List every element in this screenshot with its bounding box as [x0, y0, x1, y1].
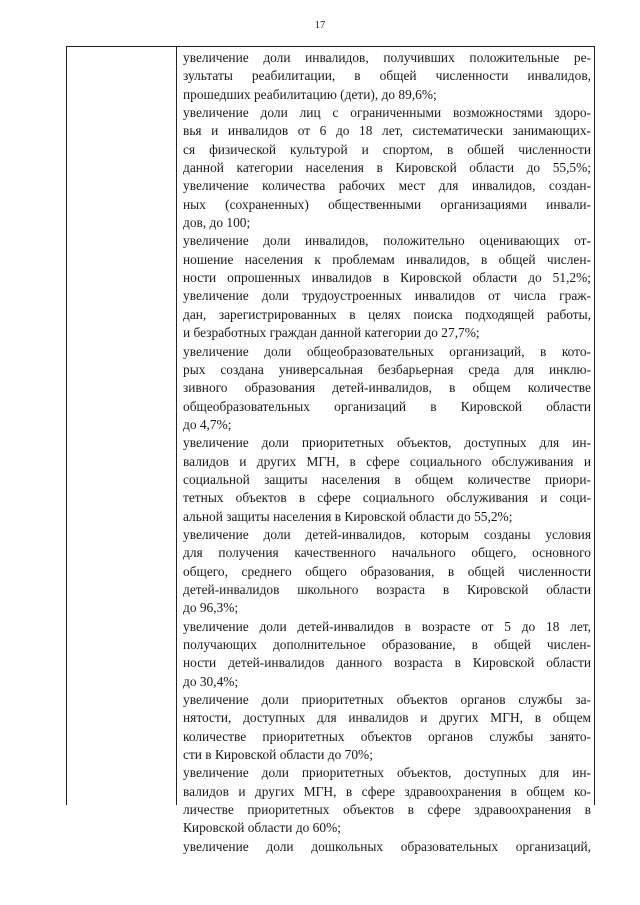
text-line: сти в Кировской области до 70%; — [183, 747, 373, 763]
text-line: ношение населения к проблемам инвалидов, в общей числен- — [183, 251, 591, 267]
table-left-column — [67, 47, 177, 805]
text-line: прошедших реабилитацию (дети), до 89,6%; — [183, 86, 437, 102]
text-line: до 96,3%; — [183, 600, 239, 616]
text-line: увеличение доли приоритетных объектов, доступных для ин- — [183, 435, 591, 451]
text-line: зивного образования детей-инвалидов, в общем количестве — [183, 380, 591, 396]
text-line: увеличение доли приоритетных объектов, доступных для ин- — [183, 765, 591, 781]
text-line: увеличение доли дошкольных образовательных организаций, — [183, 838, 591, 854]
text-line: нятости, доступных для инвалидов и других МГН, в общем — [183, 710, 591, 726]
text-line: увеличение доли детей-инвалидов в возрасте от 5 до 18 лет, — [183, 618, 591, 634]
text-line: увеличение доли трудоустроенных инвалидов от числа граж- — [183, 288, 591, 304]
text-line: валидов и других МГН, в сфере здравоохранения в общем ко- — [183, 783, 591, 799]
table-text-column — [177, 47, 594, 854]
page-number: 17 — [314, 20, 326, 31]
text-line: тетных объектов в сфере социального обслуживания и соци- — [183, 490, 591, 506]
text-line: Кировской области до 60%; — [183, 820, 341, 836]
text-line: детей-инвалидов школьного возраста в Кировской области — [183, 581, 591, 597]
text-line: увеличение количества рабочих мест для инвалидов, создан- — [183, 178, 591, 194]
text-line: альной защиты населения в Кировской области до 55,2%; — [183, 508, 513, 524]
text-line: увеличение доли лиц с ограниченными возможностями здоро- — [183, 105, 591, 121]
text-line: социальной защиты населения в общем количестве приори- — [183, 471, 591, 487]
text-line: ности детей-инвалидов данного возраста в Кировской области — [183, 655, 591, 671]
text-line: данной категории населения в Кировской области до 55,5%; — [183, 160, 591, 176]
text-line: до 30,4%; — [183, 673, 239, 689]
text-line: увеличение доли инвалидов, получивших положительные ре- — [183, 50, 591, 65]
text-line: увеличение доли приоритетных объектов органов службы за- — [183, 692, 591, 708]
text-line: вья и инвалидов от 6 до 18 лет, систематически занимающих- — [183, 123, 591, 139]
text-line: увеличение доли общеобразовательных организаций, в кото- — [183, 343, 591, 359]
text-line: до 4,7%; — [183, 416, 232, 432]
text-line: для получения качественного начального общего, основного — [183, 545, 591, 561]
text-line: ных (сохраненных) общественными организациями инвали- — [183, 196, 591, 212]
text-line: рых создана универсальная безбарьерная среда для инклю- — [183, 361, 591, 377]
text-line: получающих дополнительное образование, в общей числен- — [183, 637, 591, 652]
text-line: увеличение доли инвалидов, положительно оценивающих от- — [183, 233, 591, 249]
text-line: общеобразовательных организаций в Кировской области — [183, 398, 591, 414]
text-line: личестве приоритетных объектов в сфере здравоохранения в — [183, 802, 591, 818]
text-line: зультаты реабилитации, в общей численности инвалидов, — [183, 68, 591, 84]
text-line: дан, зарегистрированных в целях поиска подходящей работы, — [183, 306, 591, 322]
text-line: и безработных граждан данной категории до 27,7%; — [183, 325, 480, 341]
text-line: общего, среднего общего образования, в общей численности — [183, 563, 591, 579]
text-line: количестве приоритетных объектов органов службы занято- — [183, 728, 591, 744]
document-table — [66, 46, 595, 854]
text-line: ся физической культурой и спортом, в обшей численности — [183, 141, 591, 157]
text-line: дов, до 100; — [183, 215, 251, 231]
text-line: валидов и других МГН, в сфере социального обслуживания и — [183, 453, 591, 469]
text-line: увеличение доли детей-инвалидов, которым созданы условия — [183, 526, 591, 542]
text-line: ности опрошенных инвалидов в Кировской области до 51,2%; — [183, 270, 591, 286]
